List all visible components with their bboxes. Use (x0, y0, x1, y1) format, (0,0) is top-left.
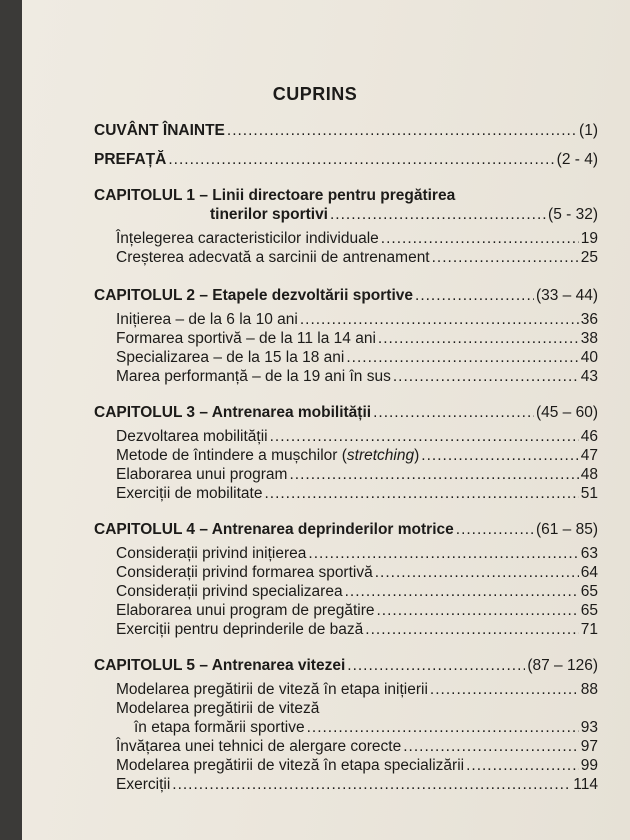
toc-page: 38 (580, 330, 598, 347)
toc-page: 65 (580, 602, 598, 619)
leader-dots (307, 719, 579, 737)
chapter-name: – Linii directoare pentru pregătirea (199, 187, 456, 204)
leader-dots (300, 311, 579, 329)
label-italic-text: stretching (346, 447, 415, 464)
leader-dots (403, 738, 579, 756)
toc-page: (5 - 32) (548, 206, 598, 223)
toc-chapter-4 (94, 521, 598, 539)
toc-page: 99 (580, 757, 598, 774)
toc-chapter-1-line2 (210, 206, 598, 224)
toc-subentry (116, 681, 598, 699)
toc-label: Exerciții pentru deprinderile de bază (116, 621, 364, 638)
leader-dots (270, 428, 579, 446)
toc-page: 19 (580, 230, 598, 247)
toc-page: 97 (580, 738, 598, 755)
toc-label: Inițierea – de la 6 la 10 ani (116, 311, 298, 328)
leader-dots (227, 122, 577, 140)
leader-dots (377, 602, 579, 620)
toc-page: (2 - 4) (556, 151, 598, 168)
toc-page: (33 – 44) (535, 287, 598, 304)
toc-label: Exerciții (116, 776, 171, 793)
toc-page: (87 – 126) (527, 657, 598, 674)
toc-label: Învățarea unei tehnici de alergare corecte (116, 738, 402, 755)
leader-dots (347, 657, 525, 675)
toc-label: Considerații privind formarea sportivă (116, 564, 373, 581)
toc-subentry (116, 757, 598, 775)
toc-page: 51 (580, 485, 598, 502)
toc-label: PREFAȚĂ (94, 151, 167, 168)
chapter-name: – Antrenarea mobilității (199, 404, 372, 421)
toc-subentry (116, 545, 598, 563)
leader-dots (381, 230, 579, 248)
toc-subentry (116, 776, 598, 794)
toc-label: Formarea sportivă – de la 11 la 14 ani (116, 330, 376, 347)
toc-chapter-2 (94, 287, 598, 305)
toc-page: 47 (580, 447, 598, 464)
leader-dots (466, 757, 579, 775)
toc-chapter-3 (94, 404, 598, 422)
toc-label: Specializarea – de la 15 la 18 ani (116, 349, 345, 366)
toc-page: 36 (580, 311, 598, 328)
toc-page: (61 – 85) (535, 521, 598, 538)
toc-label: Elaborarea unui program (116, 466, 288, 483)
toc-subentry (116, 466, 598, 484)
leader-dots (456, 521, 534, 539)
toc-page: 64 (580, 564, 598, 581)
chapter-name: – Etapele dezvoltării sportive (199, 287, 414, 304)
toc-page: 65 (580, 583, 598, 600)
toc-label: Considerații privind inițierea (116, 545, 307, 562)
toc-label: Exerciții de mobilitate (116, 485, 263, 502)
leader-dots (308, 545, 578, 563)
toc-label (116, 447, 419, 465)
leader-dots (289, 466, 578, 484)
toc-page: 71 (580, 621, 598, 638)
toc-page: 43 (580, 368, 598, 385)
toc-subentry (116, 738, 598, 756)
toc-chapter-5 (94, 657, 598, 675)
toc-subentry (116, 621, 598, 639)
toc-label: Modelarea pregătirii de viteză (116, 700, 320, 717)
leader-dots (264, 485, 578, 503)
leader-dots (421, 447, 578, 465)
toc-subentry (116, 349, 598, 367)
toc-page: 46 (580, 428, 598, 445)
toc-label: CUVÂNT ÎNAINTE (94, 122, 225, 139)
toc-label: în etapa formării sportive (134, 719, 305, 736)
chapter-name: – Antrenarea deprinderilor motrice (199, 521, 454, 538)
toc-chapter-1-line1 (94, 187, 598, 205)
toc-subentry (116, 311, 598, 329)
toc-subentry (116, 249, 598, 267)
leader-dots (346, 349, 578, 367)
label-text: Metode de întindere a mușchilor ( (116, 447, 347, 464)
leader-dots (168, 151, 554, 169)
toc-label: Considerații privind specializarea (116, 583, 343, 600)
toc-subentry (116, 447, 598, 465)
book-page (22, 0, 630, 840)
leader-dots (375, 564, 579, 582)
toc-label: Înțelegerea caracteristicilor individuale (116, 230, 379, 247)
toc-subentry (116, 564, 598, 582)
toc-label: Elaborarea unui program de pregătire (116, 602, 375, 619)
leader-dots (365, 621, 578, 639)
leader-dots (430, 681, 579, 699)
toc-page: 48 (580, 466, 598, 483)
chapter-name: tinerilor sportivi (210, 206, 328, 223)
toc-entry-foreword (94, 122, 598, 140)
toc-subentry (116, 368, 598, 386)
toc-subentry (116, 602, 598, 620)
toc-subentry (116, 330, 598, 348)
toc-page: 88 (580, 681, 598, 698)
toc-page: (45 – 60) (535, 404, 598, 421)
toc-page: 93 (580, 719, 598, 736)
toc-label: Modelarea pregătirii de viteză în etapa specializării (116, 757, 465, 774)
toc-subentry-line1 (116, 700, 598, 718)
chapter-number: CAPITOLUL 4 (94, 521, 196, 538)
chapter-name: – Antrenarea vitezei (199, 657, 346, 674)
chapter-number: CAPITOLUL 3 (94, 404, 196, 421)
chapter-number: CAPITOLUL 1 (94, 187, 196, 204)
toc-page: 25 (580, 249, 598, 266)
toc-label: Modelarea pregătirii de viteză în etapa inițierii (116, 681, 428, 698)
leader-dots (373, 404, 534, 422)
toc-subentry (134, 719, 598, 737)
chapter-number: CAPITOLUL 2 (94, 287, 196, 304)
toc-label: Marea performanță – de la 19 ani în sus (116, 368, 391, 385)
toc-subentry (116, 230, 598, 248)
toc-page: 40 (580, 349, 598, 366)
toc-subentry (116, 583, 598, 601)
leader-dots (330, 206, 546, 224)
toc-subentry (116, 485, 598, 503)
toc-page: (1) (579, 122, 598, 139)
toc-label: Creșterea adecvată a sarcinii de antrenament (116, 249, 430, 266)
toc-page: 63 (580, 545, 598, 562)
page-title: CUPRINS (272, 84, 358, 104)
toc-entry-preface (94, 151, 598, 169)
chapter-number: CAPITOLUL 5 (94, 657, 196, 674)
leader-dots (432, 249, 579, 267)
leader-dots (172, 776, 571, 794)
leader-dots (415, 287, 534, 305)
leader-dots (345, 583, 579, 601)
leader-dots (393, 368, 579, 386)
label-text: ) (414, 447, 420, 464)
toc-label: Dezvoltarea mobilității (116, 428, 268, 445)
leader-dots (378, 330, 579, 348)
toc-subentry (116, 428, 598, 446)
toc-page: 114 (573, 776, 598, 793)
